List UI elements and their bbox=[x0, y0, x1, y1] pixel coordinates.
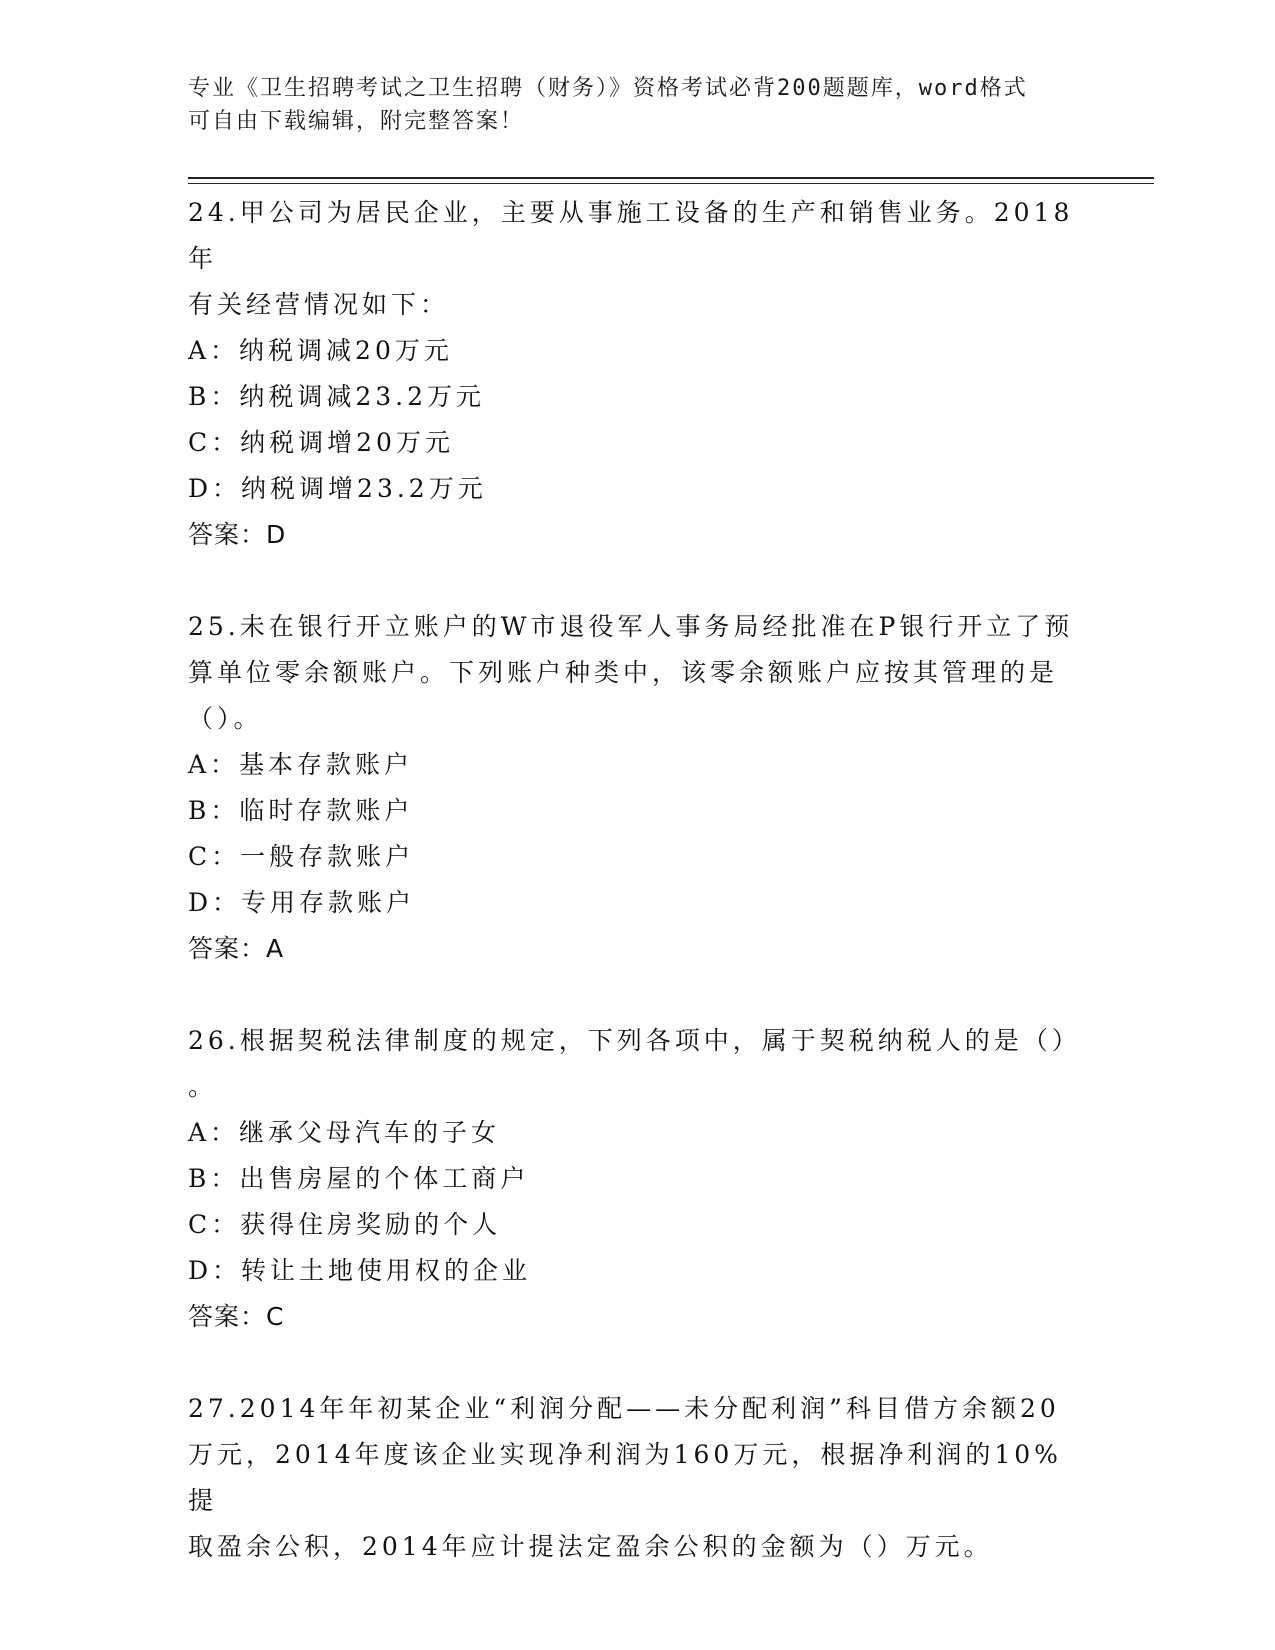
question-stem-line: 万元，2014年度该企业实现净利润为160万元，根据净利润的10%提 bbox=[188, 1440, 1062, 1515]
question-block bbox=[188, 190, 1078, 558]
question-stem-line: 27.2014年年初某企业“利润分配——未分配利润”科目借方余额20 bbox=[188, 1394, 1060, 1423]
question-stem-line: （）。 bbox=[188, 704, 263, 733]
answer-option: D：纳税调增23.2万元 bbox=[188, 474, 487, 503]
header-line-1: 专业《卫生招聘考试之卫生招聘（财务）》资格考试必背200题题库，word格式 bbox=[188, 76, 1028, 101]
answer-option: B：纳税调减23.2万元 bbox=[188, 382, 486, 411]
question-block bbox=[188, 604, 1078, 972]
header-line-2: 可自由下载编辑，附完整答案！ bbox=[188, 109, 525, 134]
question-block bbox=[188, 1018, 1081, 1340]
answer-option: A：纳税调减20万元 bbox=[188, 336, 453, 365]
question-block bbox=[188, 1386, 1078, 1570]
document-header bbox=[188, 72, 1088, 138]
question-stem-line: 算单位零余额账户。下列账户种类中，该零余额账户应按其管理的是 bbox=[188, 658, 1059, 687]
question-stem-line: 有关经营情况如下： bbox=[188, 290, 450, 319]
answer-option: B：临时存款账户 bbox=[188, 796, 414, 825]
header-divider-thick bbox=[188, 177, 1154, 179]
question-stem-line: 。 bbox=[188, 1072, 218, 1101]
answer-key: 答案：D bbox=[188, 520, 287, 549]
answer-option: C：获得住房奖励的个人 bbox=[188, 1210, 502, 1239]
answer-key: 答案：C bbox=[188, 1302, 285, 1331]
question-list bbox=[188, 190, 1081, 1570]
answer-option: C：一般存款账户 bbox=[188, 842, 415, 871]
answer-option: A：基本存款账户 bbox=[188, 750, 414, 779]
answer-option: D：专用存款账户 bbox=[188, 888, 416, 917]
question-stem-line: 25.未在银行开立账户的W市退役军人事务局经批准在P银行开立了预 bbox=[188, 612, 1074, 641]
question-stem-line: 24.甲公司为居民企业，主要从事施工设备的生产和销售业务。2018年 bbox=[188, 198, 1074, 273]
answer-option: D：转让土地使用权的企业 bbox=[188, 1256, 532, 1285]
header-divider-thin bbox=[188, 183, 1154, 184]
question-stem-line: 取盈余公积，2014年应计提法定盈余公积的金额为（）万元。 bbox=[188, 1532, 993, 1561]
answer-option: C：纳税调增20万元 bbox=[188, 428, 454, 457]
question-stem-line: 26.根据契税法律制度的规定，下列各项中，属于契税纳税人的是（） bbox=[188, 1026, 1081, 1055]
answer-option: A：继承父母汽车的子女 bbox=[188, 1118, 501, 1147]
answer-key: 答案：A bbox=[188, 934, 285, 963]
answer-option: B：出售房屋的个体工商户 bbox=[188, 1164, 530, 1193]
